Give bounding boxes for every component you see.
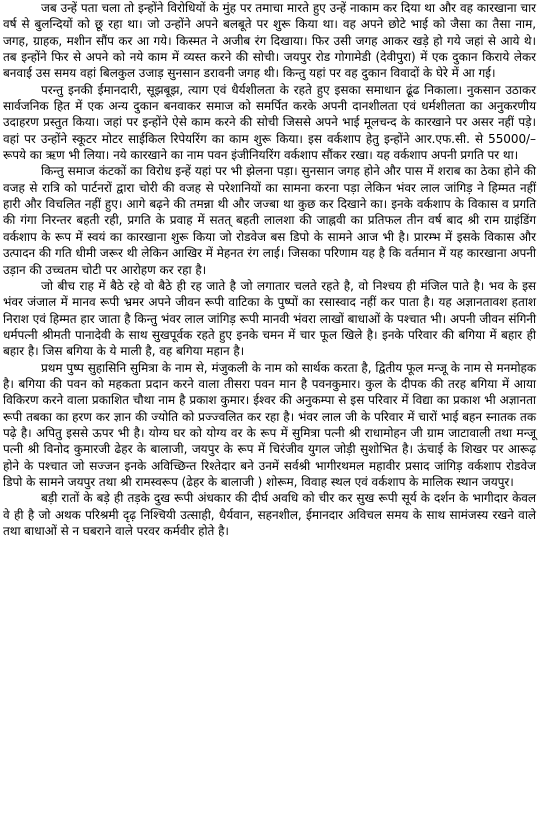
paragraph-6: बड़ी रातों के बड़े ही तड़के दुख रूपी अंधकार की दीर्घ अवधि को चीर कर सुख रूपी सूर्य के दर्शन के भागीदार केवल वे ही है जो अथक परिश्रमी दृढ़ निश्चियी उत्साही, धैर्यवान, सहनशील, ईमानदार अविचल समय के साथ सामंजस्य रखने वाले तथा बाधाओं से न घबराने वाले परवर कर्मवीर होते है। bbox=[3, 491, 536, 538]
paragraph-1: जब उन्हें पता चला तो इन्होंने विरोधियों के मुंह पर तमाचा मारते हुए उन्हें नाकाम कर दिया था और वह कारखाना चार वर्ष से बुलन्दियों को छू रहा था। जो उन्होंने अपने बलबूते पर शुरू किया था। वह अपने छोटे भाई को जैसा का तैसा नाम, जगह, ग्राहक, मशीन सौंप कर आ गये। किस्मत ने अजीब रंग दिखाया। फिर उसी जगह आकर खड़े हो गये जहां से आये थे। तब इन्होंने फिर से अपने को नये काम में व्यस्त करने की सोची। जयपुर रोड गोगामेडी (देवीपुरा) में एक दुकान किराये लेकर बनवाई उस समय वहां बिलकुल उजाड़ सुनसान डरावनी जगह थी। किन्तु यहां पर वह दुकान विवादों के घेरे में आ गई। bbox=[3, 1, 536, 81]
paragraph-5: प्रथम पुष्प सुहासिनि सुमित्रा के नाम से, मंजुकली के नाम को सार्थक करता है, द्वितीय फूल मन्जू के नाम से मनमोहक है। बगिया की पवन को महकता प्रदान करने वाला तीसरा पवन मान है पवनकुमार। कुल के दीपक की तरह बगिया में आया विकिरण करने वाला प्रकाशित चौथा नाम है प्रकाश कुमार। ईश्वर की अनुकम्पा से इस परिवार में विद्या का प्रकाश भी अज्ञानता रूपी तबका का हरण कर ज्ञान की ज्योति को प्रज्ज्वलित कर रहा है। भंवर लाल जी के परिवार में चारों भाई बहन स्नातक तक पढ़े है। अपितु इससे ऊपर भी है। योग्य घर को योग्य वर के रूप में सुमित्रा पत्नी श्री राधामोहन जी ग्राम जाटावाली तथा मन्जू पत्नी श्री विनोद कुमारजी ढेहर के बालाजी, जयपुर के रूप में चिरंजीव युगल जोड़ी सुशोभित है। ऊंचाई के शिखर पर आरूढ़ होने के पश्चात जो सज्जन इनके अविच्छिन्त रिश्तेदार बने उनमें सर्वश्री भागीरथमल महावीर प्रसाद जांगिड़ वर्कशाप रोडवेज डिपो के सामने जयपुर तथा श्री रामस्वरूप (ढेहर के बालाजी ) शोरूम, विवाह स्थल एवं वर्कशाप के मालिक स्थान जयपुर। bbox=[3, 360, 536, 489]
paragraph-2: परन्तु इनकी ईमानदारी, सूझबूझ, त्याग एवं धैर्यशीलता के रहते हुए इसका समाधान ढूंढ निकाला। नुकसान उठाकर सार्वजनिक हित में एक अन्य दुकान बनवाकर समाज को समर्पित करके अपनी दानशीलता एवं धर्मशीलता का अनुकरणीय उदाहरण प्रस्तुत किया। जहां पर इन्होंने ऐसे काम करने की सोची जिससे अपने भाई मूलचन्द के कारखाने पर असर नहीं पड़े। वहां पर उन्होंने स्कूटर मोटर साईकिल रिपेयरिंग का काम शुरू किया। इस वर्कशाप हेतु इन्होंने आर.एफ.सी. से 55000/– रूपये का ऋण भी लिया। नये कारखाने का नाम पवन इंजीनियरिंग वर्कशाप सौंकर रखा। यह वर्कशाप अपनी प्रगति पर था। bbox=[3, 82, 536, 163]
paragraph-3: किन्तु समाज कंटकों का विरोध इन्हें यहां पर भी झेलना पड़ा। सुनसान जगह होने और पास में शराब का ठेका होने की वजह से रात्रि को पार्टनरों द्वारा चोरी की वजह से परेशानियों का सामना करना पड़ा लेकिन भंवर लाल जांगिड़ ने हिम्मत नहीं हारी और विचलित नहीं हुए। आगे बढ़ने की तमन्ना थी और जज्बा था कुछ कर दिखाने का। इनके वर्कशाप के विकास व प्रगति की गंगा निरन्तर बहती रही, प्रगति के प्रवाह में सतत् बहती लालशा की जाह्नवी का प्रतिफल तीन वर्ष बाद श्री राम ग्राइंडिंग वर्कशाप के रूप में स्वयं का कारखाना शुरू किया जो रोडवेज बस डिपो के सामने आज भी है। प्रारम्भ में इसके विकास और उत्पादन की गति धीमी जरूर थी लेकिन आखिर में मेहनत रंग लाई। जिसका परिणाम यह है कि वर्तमान में यह कारखाना अपनी उड़ान की उच्चतम चोटी पर आरोहण कर रहा है। bbox=[3, 164, 536, 277]
paragraph-4: जो बीच राह में बैठे रहे वो बैठे ही रह जाते है जो लगातार चलते रहते है, वो निश्चय ही मंजिल पाते है। भव के इस भंवर जंजाल में मानव रूपी भ्रमर अपने जीवन रूपी वाटिका के पुष्पों का रसास्वाद नहीं कर पाता है। यह अज्ञानतावश हताश निराश एवं हिम्मत हार जाता है किन्तु भंवर लाल जांगिड़ रूपी मानवी भंवरा लाखों बाधाओं के पश्चात भी। अपनी जीवन संगिनी धर्मपत्नी श्रीमती पानादेवी के साथ सुखपूर्वक रहते हुए इनके चमन में चार फूल खिले है। इनके परिवार की बगिया में बहार ही बहार है। जिस बगिया के ये माली है, वह बगिया महान है। bbox=[3, 278, 536, 359]
